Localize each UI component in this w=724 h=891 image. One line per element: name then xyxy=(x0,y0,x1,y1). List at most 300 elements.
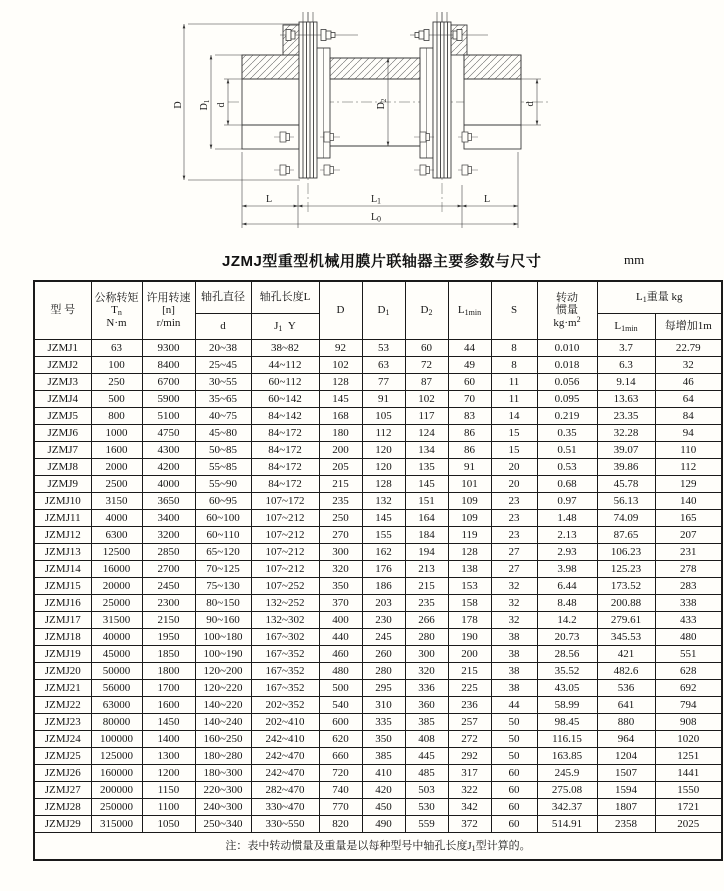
table-cell: 0.095 xyxy=(537,391,597,408)
table-cell: 45.78 xyxy=(597,476,655,493)
table-cell: 63 xyxy=(362,357,405,374)
table-cell: 551 xyxy=(655,646,722,663)
table-cell: 360 xyxy=(405,697,448,714)
table-cell: 50000 xyxy=(91,663,142,680)
table-cell: 60~110 xyxy=(195,527,251,544)
table-cell: 350 xyxy=(362,731,405,748)
table-cell: 125.23 xyxy=(597,561,655,578)
unit-label: mm xyxy=(624,252,645,267)
table-cell: 60~112 xyxy=(251,374,319,391)
table-cell: JZMJ9 xyxy=(34,476,91,493)
table-cell: 119 xyxy=(448,527,491,544)
table-cell: 32 xyxy=(491,612,537,629)
table-cell: 8400 xyxy=(142,357,195,374)
table-cell: 540 xyxy=(319,697,362,714)
table-cell: 202~352 xyxy=(251,697,319,714)
table-cell: 300 xyxy=(319,544,362,561)
table-cell: 23 xyxy=(491,493,537,510)
table-cell: 500 xyxy=(91,391,142,408)
table-cell: 50 xyxy=(491,748,537,765)
table-cell: 205 xyxy=(319,459,362,476)
table-cell: 410 xyxy=(362,765,405,782)
table-cell: 80000 xyxy=(91,714,142,731)
table-cell: 107~252 xyxy=(251,578,319,595)
table-cell: 800 xyxy=(91,408,142,425)
table-cell: 84~172 xyxy=(251,425,319,442)
table-cell: 250 xyxy=(319,510,362,527)
table-cell: 27 xyxy=(491,544,537,561)
table-cell: 338 xyxy=(655,595,722,612)
table-cell: 240~300 xyxy=(195,799,251,816)
table-cell: 35.52 xyxy=(537,663,597,680)
table-cell: 8 xyxy=(491,357,537,374)
table-cell: 330~550 xyxy=(251,816,319,833)
table-cell: 200000 xyxy=(91,782,142,799)
table-cell: 1800 xyxy=(142,663,195,680)
table-cell: 3400 xyxy=(142,510,195,527)
table-cell: 257 xyxy=(448,714,491,731)
col-weight-group: $L_1$重量 kg xyxy=(597,281,722,314)
table-row xyxy=(34,340,722,357)
table-cell: 230 xyxy=(362,612,405,629)
table-cell: 32 xyxy=(655,357,722,374)
table-cell: 320 xyxy=(319,561,362,578)
table-cell: 1600 xyxy=(91,442,142,459)
table-cell: 1400 xyxy=(142,731,195,748)
table-cell: 87 xyxy=(405,374,448,391)
table-cell: 35~65 xyxy=(195,391,251,408)
table-cell: 53 xyxy=(362,340,405,357)
table-cell: 98.45 xyxy=(537,714,597,731)
table-cell: 4750 xyxy=(142,425,195,442)
table-cell: 1441 xyxy=(655,765,722,782)
table-cell: 20~38 xyxy=(195,340,251,357)
col-weight-per-meter: 每增加1m xyxy=(655,314,722,340)
table-cell: 32 xyxy=(491,578,537,595)
table-cell: 180~280 xyxy=(195,748,251,765)
col-D: D xyxy=(319,281,362,340)
table-cell: 46 xyxy=(655,374,722,391)
table-cell: 31500 xyxy=(91,612,142,629)
table-cell: 164 xyxy=(405,510,448,527)
table-cell: 44~112 xyxy=(251,357,319,374)
table-cell: 135 xyxy=(405,459,448,476)
table-cell: 74.09 xyxy=(597,510,655,527)
table-cell: 1950 xyxy=(142,629,195,646)
table-cell: 120 xyxy=(362,442,405,459)
table-cell: 300 xyxy=(405,646,448,663)
table-cell: 280 xyxy=(362,663,405,680)
table-cell: 132~302 xyxy=(251,612,319,629)
table-cell: 27 xyxy=(491,561,537,578)
table-cell: 63 xyxy=(91,340,142,357)
table-cell: 242~410 xyxy=(251,731,319,748)
table-cell: 70~125 xyxy=(195,561,251,578)
table-cell: 2500 xyxy=(91,476,142,493)
table-cell: 40~75 xyxy=(195,408,251,425)
table-row xyxy=(34,680,722,697)
col-bore-diameter-d: d xyxy=(195,314,251,340)
table-cell: 60~100 xyxy=(195,510,251,527)
table-cell: 315000 xyxy=(91,816,142,833)
table-cell: 450 xyxy=(362,799,405,816)
table-cell: 145 xyxy=(319,391,362,408)
col-bore-length: 轴孔长度L xyxy=(251,281,319,314)
table-cell: 3.7 xyxy=(597,340,655,357)
table-cell: 105 xyxy=(362,408,405,425)
table-row xyxy=(34,731,722,748)
table-note: 注：表中转动惯量及重量是以每种型号中轴孔长度$J_1$型计算的。 xyxy=(34,833,722,861)
table-cell: 84~172 xyxy=(251,459,319,476)
dim-label-D2: $D_2$ xyxy=(376,98,388,110)
table-cell: 107~212 xyxy=(251,561,319,578)
table-cell: 283 xyxy=(655,578,722,595)
table-cell: 250 xyxy=(91,374,142,391)
table-cell: 13.63 xyxy=(597,391,655,408)
table-cell: 600 xyxy=(319,714,362,731)
table-cell: 231 xyxy=(655,544,722,561)
table-cell: 1.48 xyxy=(537,510,597,527)
table-cell: 60 xyxy=(491,799,537,816)
table-cell: 0.219 xyxy=(537,408,597,425)
table-cell: 100000 xyxy=(91,731,142,748)
table-row xyxy=(34,357,722,374)
table-cell: 168 xyxy=(319,408,362,425)
table-cell: JZMJ22 xyxy=(34,697,91,714)
table-cell: 77 xyxy=(362,374,405,391)
table-cell: 242~470 xyxy=(251,748,319,765)
table-cell: 4300 xyxy=(142,442,195,459)
dim-label-d-left: d xyxy=(216,102,227,108)
table-cell: 480 xyxy=(319,663,362,680)
table-cell: 91 xyxy=(448,459,491,476)
page-title: JZMJ型重型机械用膜片联轴器主要参数与尺寸 xyxy=(222,253,542,270)
left-hub xyxy=(242,25,299,149)
table-cell: 155 xyxy=(362,527,405,544)
table-cell: 140 xyxy=(655,493,722,510)
table-cell: 45~80 xyxy=(195,425,251,442)
table-row xyxy=(34,374,722,391)
table-cell: 272 xyxy=(448,731,491,748)
col-D1: $D_1$ xyxy=(362,281,405,340)
table-cell: JZMJ8 xyxy=(34,459,91,476)
table-cell: 275.08 xyxy=(537,782,597,799)
table-cell: 295 xyxy=(362,680,405,697)
table-cell: 140~240 xyxy=(195,714,251,731)
table-cell: 112 xyxy=(655,459,722,476)
table-cell: 158 xyxy=(448,595,491,612)
table-cell: 1850 xyxy=(142,646,195,663)
table-cell: JZMJ12 xyxy=(34,527,91,544)
table-cell: 0.68 xyxy=(537,476,597,493)
table-cell: 20 xyxy=(491,459,537,476)
table-cell: 63000 xyxy=(91,697,142,714)
table-cell: 102 xyxy=(405,391,448,408)
table-cell: 4000 xyxy=(91,510,142,527)
table-cell: 460 xyxy=(319,646,362,663)
table-cell: 220~300 xyxy=(195,782,251,799)
table-cell: 242~470 xyxy=(251,765,319,782)
table-cell: 320 xyxy=(405,663,448,680)
table-cell: 145 xyxy=(362,510,405,527)
table-cell: 372 xyxy=(448,816,491,833)
table-cell: 180 xyxy=(319,425,362,442)
table-cell: 370 xyxy=(319,595,362,612)
table-cell: 124 xyxy=(405,425,448,442)
table-cell: 106.23 xyxy=(597,544,655,561)
table-row xyxy=(34,408,722,425)
table-cell: 250000 xyxy=(91,799,142,816)
table-cell: 1200 xyxy=(142,765,195,782)
table-cell: 167~302 xyxy=(251,629,319,646)
table-cell: 55~90 xyxy=(195,476,251,493)
table-cell: 116.15 xyxy=(537,731,597,748)
table-cell: 32 xyxy=(491,595,537,612)
table-cell: 2450 xyxy=(142,578,195,595)
table-cell: 3150 xyxy=(91,493,142,510)
table-cell: JZMJ29 xyxy=(34,816,91,833)
table-cell: 39.86 xyxy=(597,459,655,476)
table-cell: 282~470 xyxy=(251,782,319,799)
table-row xyxy=(34,646,722,663)
table-cell: 1204 xyxy=(597,748,655,765)
table-cell: 342 xyxy=(448,799,491,816)
table-cell: 50~85 xyxy=(195,442,251,459)
table-body xyxy=(34,340,722,833)
dim-label-L-right: L xyxy=(483,194,491,205)
table-cell: 2.93 xyxy=(537,544,597,561)
table-cell: 514.91 xyxy=(537,816,597,833)
table-cell: 110 xyxy=(655,442,722,459)
table-cell: JZMJ13 xyxy=(34,544,91,561)
table-cell: 250~340 xyxy=(195,816,251,833)
table-cell: 60 xyxy=(491,765,537,782)
table-cell: 6700 xyxy=(142,374,195,391)
dim-label-d-right: d xyxy=(525,101,536,107)
table-cell: 56.13 xyxy=(597,493,655,510)
table-cell: 385 xyxy=(362,748,405,765)
table-cell: 794 xyxy=(655,697,722,714)
table-cell: 8.48 xyxy=(537,595,597,612)
table-cell: 408 xyxy=(405,731,448,748)
table-cell: 628 xyxy=(655,663,722,680)
right-hub xyxy=(464,55,521,149)
table-cell: 420 xyxy=(362,782,405,799)
table-cell: 80~150 xyxy=(195,595,251,612)
table-cell: 117 xyxy=(405,408,448,425)
col-bore-length-j1y: $J_1$ Y xyxy=(251,314,319,340)
table-cell: 153 xyxy=(448,578,491,595)
table-cell: 167~352 xyxy=(251,680,319,697)
table-cell: 433 xyxy=(655,612,722,629)
table-cell: 200 xyxy=(448,646,491,663)
table-cell: JZMJ14 xyxy=(34,561,91,578)
table-cell: 692 xyxy=(655,680,722,697)
col-torque: 公称转矩 $T_n$ N·m xyxy=(91,281,142,340)
col-inertia: 转动 惯量 $kg\cdot m^2$ xyxy=(537,281,597,340)
table-cell: 72 xyxy=(405,357,448,374)
table-cell: 84~142 xyxy=(251,408,319,425)
table-cell: 1550 xyxy=(655,782,722,799)
table-row xyxy=(34,544,722,561)
table-cell: 186 xyxy=(362,578,405,595)
table-cell: 0.010 xyxy=(537,340,597,357)
table-cell: 202~410 xyxy=(251,714,319,731)
table-row xyxy=(34,459,722,476)
table-cell: 2000 xyxy=(91,459,142,476)
table-cell: 330~470 xyxy=(251,799,319,816)
table-cell: 87.65 xyxy=(597,527,655,544)
table-cell: 50 xyxy=(491,731,537,748)
table-cell: 215 xyxy=(405,578,448,595)
table-cell: 84~172 xyxy=(251,442,319,459)
table-cell: 120 xyxy=(362,459,405,476)
table-cell: 132 xyxy=(362,493,405,510)
table-cell: 102 xyxy=(319,357,362,374)
table-cell: 49 xyxy=(448,357,491,374)
table-cell: 292 xyxy=(448,748,491,765)
table-cell: 23 xyxy=(491,510,537,527)
table-cell: 20000 xyxy=(91,578,142,595)
table-cell: 336 xyxy=(405,680,448,697)
table-cell: 385 xyxy=(405,714,448,731)
table-row xyxy=(34,510,722,527)
table-cell: 160~250 xyxy=(195,731,251,748)
table-cell: JZMJ16 xyxy=(34,595,91,612)
table-cell: 38 xyxy=(491,663,537,680)
table-cell: JZMJ20 xyxy=(34,663,91,680)
bolt-top-left xyxy=(280,30,358,41)
table-row xyxy=(34,697,722,714)
table-cell: 140~220 xyxy=(195,697,251,714)
table-cell: 215 xyxy=(448,663,491,680)
table-cell: 440 xyxy=(319,629,362,646)
table-cell: 2.13 xyxy=(537,527,597,544)
table-cell: JZMJ15 xyxy=(34,578,91,595)
table-cell: 322 xyxy=(448,782,491,799)
table-cell: 43.05 xyxy=(537,680,597,697)
table-row xyxy=(34,748,722,765)
table-cell: 964 xyxy=(597,731,655,748)
table-cell: 203 xyxy=(362,595,405,612)
table-cell: 6.44 xyxy=(537,578,597,595)
table-cell: 4000 xyxy=(142,476,195,493)
spacer-tube xyxy=(317,48,433,158)
table-cell: 500 xyxy=(319,680,362,697)
table-cell: 1807 xyxy=(597,799,655,816)
table-cell: 28.56 xyxy=(537,646,597,663)
table-cell: 720 xyxy=(319,765,362,782)
table-cell: 151 xyxy=(405,493,448,510)
table-cell: 0.97 xyxy=(537,493,597,510)
table-cell: 490 xyxy=(362,816,405,833)
table-cell: 100~190 xyxy=(195,646,251,663)
table-cell: 3200 xyxy=(142,527,195,544)
table-cell: JZMJ26 xyxy=(34,765,91,782)
table-cell: 190 xyxy=(448,629,491,646)
table-cell: 20.73 xyxy=(537,629,597,646)
table-cell: 100 xyxy=(91,357,142,374)
table-cell: 176 xyxy=(362,561,405,578)
table-cell: 1300 xyxy=(142,748,195,765)
table-cell: 134 xyxy=(405,442,448,459)
table-cell: 90~160 xyxy=(195,612,251,629)
table-cell: 245 xyxy=(362,629,405,646)
table-cell: 1594 xyxy=(597,782,655,799)
table-cell: 60 xyxy=(491,816,537,833)
table-cell: 125000 xyxy=(91,748,142,765)
table-cell: 235 xyxy=(319,493,362,510)
table-cell: JZMJ18 xyxy=(34,629,91,646)
dim-label-L0: L0 xyxy=(370,212,382,224)
table-cell: 112 xyxy=(362,425,405,442)
table-cell: 740 xyxy=(319,782,362,799)
table-cell: 129 xyxy=(655,476,722,493)
table-cell: 280 xyxy=(405,629,448,646)
table-cell: 207 xyxy=(655,527,722,544)
table-cell: 44 xyxy=(448,340,491,357)
table-cell: 120~220 xyxy=(195,680,251,697)
col-model: 型 号 xyxy=(34,281,91,340)
table-cell: 260 xyxy=(362,646,405,663)
table-cell: 1600 xyxy=(142,697,195,714)
table-cell: JZMJ5 xyxy=(34,408,91,425)
table-cell: 2700 xyxy=(142,561,195,578)
parameters-table xyxy=(33,280,723,861)
table-cell: 16000 xyxy=(91,561,142,578)
table-cell: 50 xyxy=(491,714,537,731)
table-cell: JZMJ27 xyxy=(34,782,91,799)
table-cell: 107~212 xyxy=(251,544,319,561)
table-cell: 162 xyxy=(362,544,405,561)
table-cell: 278 xyxy=(655,561,722,578)
table-cell: 100~180 xyxy=(195,629,251,646)
table-cell: 91 xyxy=(362,391,405,408)
table-cell: 128 xyxy=(448,544,491,561)
table-cell: 559 xyxy=(405,816,448,833)
table-cell: 1100 xyxy=(142,799,195,816)
table-cell: 335 xyxy=(362,714,405,731)
table-cell: 200 xyxy=(319,442,362,459)
table-cell: 25~45 xyxy=(195,357,251,374)
table-cell: 86 xyxy=(448,425,491,442)
table-cell: 11 xyxy=(491,374,537,391)
table-cell: 421 xyxy=(597,646,655,663)
table-cell: 165 xyxy=(655,510,722,527)
table-cell: JZMJ10 xyxy=(34,493,91,510)
table-row xyxy=(34,663,722,680)
table-cell: 86 xyxy=(448,442,491,459)
table-header xyxy=(34,281,722,340)
table-cell: 25000 xyxy=(91,595,142,612)
table-cell: 20 xyxy=(491,476,537,493)
table-cell: 0.018 xyxy=(537,357,597,374)
table-cell: 14 xyxy=(491,408,537,425)
table-cell: JZMJ28 xyxy=(34,799,91,816)
table-cell: 40000 xyxy=(91,629,142,646)
table-cell: 23.35 xyxy=(597,408,655,425)
table-cell: 60~142 xyxy=(251,391,319,408)
table-cell: 1000 xyxy=(91,425,142,442)
table-cell: 342.37 xyxy=(537,799,597,816)
table-cell: 11 xyxy=(491,391,537,408)
table-cell: 167~352 xyxy=(251,663,319,680)
table-cell: 39.07 xyxy=(597,442,655,459)
table-cell: 215 xyxy=(319,476,362,493)
table-cell: 3650 xyxy=(142,493,195,510)
table-cell: 44 xyxy=(491,697,537,714)
table-cell: 270 xyxy=(319,527,362,544)
